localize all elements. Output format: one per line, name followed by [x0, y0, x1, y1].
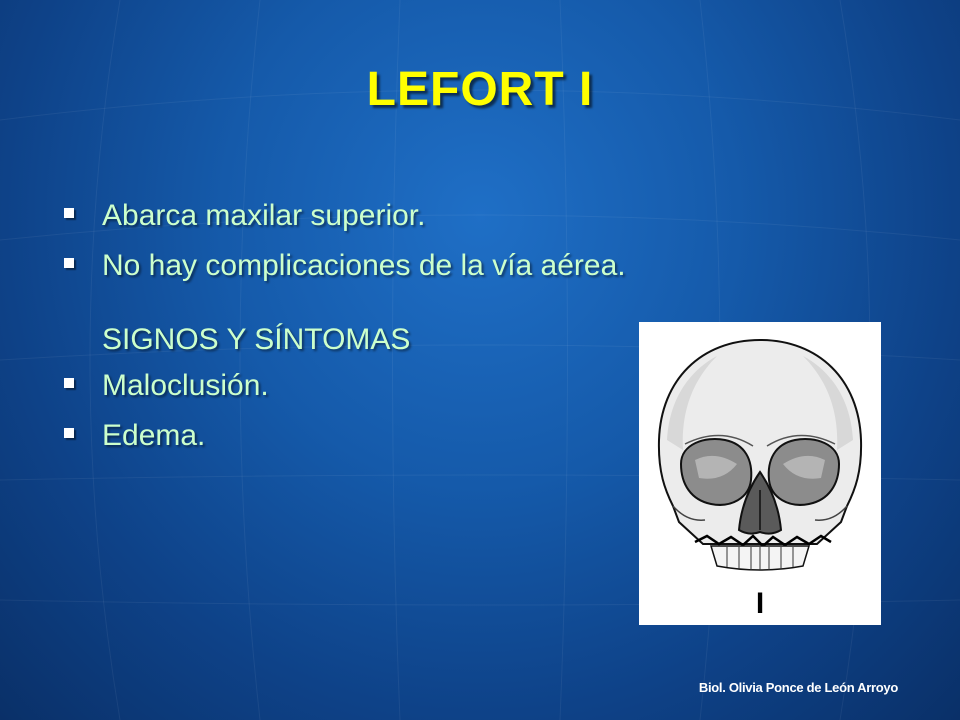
figure-label: I: [755, 587, 765, 620]
bullet-item: [64, 246, 626, 296]
bullet-text: Edema.: [102, 419, 206, 452]
square-bullet-icon: [64, 258, 74, 268]
skull-illustration: [639, 322, 881, 625]
square-bullet-icon: [64, 428, 74, 438]
author-credit: Biol. Olivia Ponce de León Arroyo: [698, 680, 898, 695]
bullet-item: [64, 416, 626, 466]
bullet-item: [64, 366, 626, 416]
bullet-item: [64, 196, 626, 246]
bullet-text: Abarca maxilar superior.: [102, 199, 426, 232]
square-bullet-icon: [64, 378, 74, 388]
slide-title: LEFORT I: [366, 63, 594, 116]
skull-fracture-illustration: [639, 322, 881, 625]
section-heading-text: SIGNOS Y SÍNTOMAS: [102, 323, 411, 356]
bullet-list: [64, 196, 626, 466]
bullet-text: Maloclusión.: [102, 369, 269, 402]
square-bullet-icon: [64, 208, 74, 218]
section-heading: [64, 296, 626, 366]
bullet-text: No hay complicaciones de la vía aérea.: [102, 249, 626, 282]
